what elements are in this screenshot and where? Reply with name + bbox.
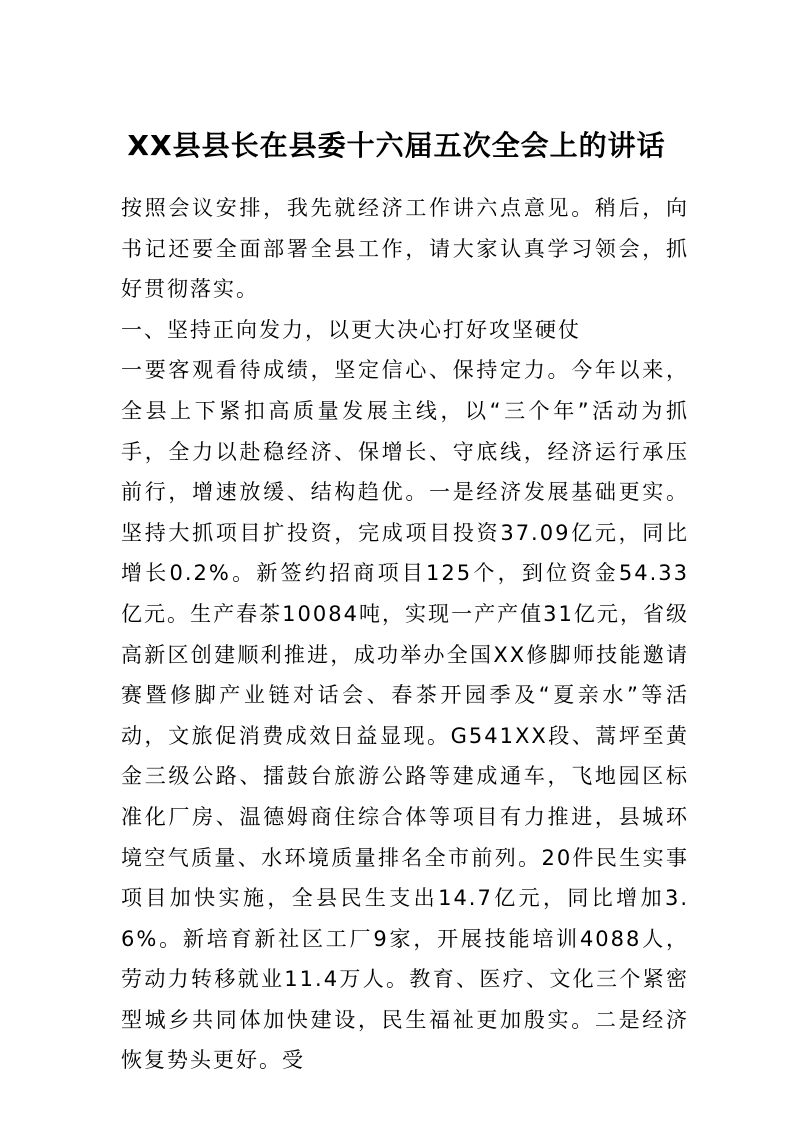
section-heading: 一、坚持正向发力，以更大决心打好攻坚硬仗 bbox=[121, 317, 581, 342]
intro-paragraph: 按照会议安排，我先就经济工作讲六点意见。稍后，向书记还要全面部署全县工作，请大家认真学习领会，抓好贯彻落实。 bbox=[121, 196, 689, 302]
document-body bbox=[121, 188, 689, 1081]
document-title: XX县县长在县委十六届五次全会上的讲话 bbox=[127, 129, 666, 162]
body-paragraph: 一要客观看待成绩，坚定信心、保持定力。今年以来，全县上下紧扣高质量发展主线，以“三个年”活动为抓手，全力以赴稳经济、保增长、守底线，经济运行承压前行，增速放缓、结构趋优。一是经济发展基础更实。坚持大抓项目扩投资，完成项目投资37.09亿元，同比增长0.2%。新签约招商项目125个，到位资金54.33亿元。生产春茶10084吨，实现一产产值31亿元，省级高新区创建顺利推进，成功举办全国XX修脚师技能邀请赛暨修脚产业链对话会、春茶开园季及“夏亲水”等活动，文旅促消费成效日益显现。G541XX段、蒿坪至黄金三级公路、擂鼓台旅游公路等建成通车，飞地园区标准化厂房、温德姆商住综合体等项目有力推进，县城环境空气质量、水环境质量排名全市前列。20件民生实事项目加快实施，全县民生支出14.7亿元，同比增加3.6%。新培育新社区工厂9家，开展技能培训4088人，劳动力转移就业11.4万人。教育、医疗、文化三个紧密型城乡共同体加快建设，民生福祉更加殷实。二是经济恢复势头更好。受 bbox=[121, 358, 689, 1073]
